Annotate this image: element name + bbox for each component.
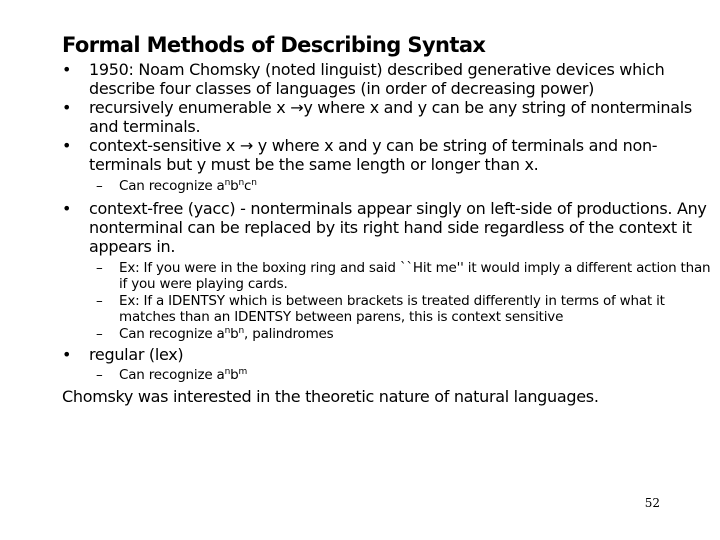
- bullet-marker: •: [62, 198, 72, 218]
- bullet-text: context-sensitive x → y where x and y can be string of terminals and non-terminals but y must be the same length or longer than x.: [89, 136, 658, 174]
- bullet-text: context-free (yacc) - nonterminals appear singly on left-side of productions. Any nonterminal can be replaced by its right hand side regardless of the context it appears in.: [89, 198, 707, 256]
- bullet-marker: •: [62, 98, 72, 117]
- bullet-text: 1950: Noam Chomsky (noted linguist) described generative devices which describe four classes of languages (in order of decreasing power): [89, 60, 665, 98]
- slide-title: Formal Methods of Describing Syntax: [62, 33, 486, 57]
- sub-bullet-text: Can recognize $a^nb^m$: [119, 367, 248, 383]
- dash-marker: –: [96, 367, 103, 383]
- bullet-marker: •: [62, 345, 72, 364]
- bullet-regular: [62, 345, 712, 364]
- bullet-context-free: [62, 199, 712, 256]
- bullet-recursively-enumerable: [62, 98, 712, 136]
- bullet-text: regular (lex): [89, 345, 184, 364]
- sub-bullet-boxing: [62, 260, 712, 293]
- dash-marker: –: [96, 259, 103, 276]
- sub-bullet-text: Ex: If you were in the boxing ring and said ``Hit me'' it would imply a different action than if you were playing cards.: [119, 259, 711, 292]
- sub-bullet-anbncn: [62, 178, 712, 195]
- bullet-marker: •: [62, 60, 72, 79]
- sub-bullet-anbn: [62, 326, 712, 343]
- arrow-symbol: →: [239, 136, 253, 155]
- sub-bullet-text: Can recognize $a^nb^nc^n$: [119, 178, 257, 194]
- sub-bullet-anbm: [62, 367, 712, 384]
- bullet-marker: •: [62, 136, 72, 155]
- sub-bullet-text: Can recognize $a^nb^n$, palindromes: [119, 325, 334, 342]
- dash-marker: –: [96, 292, 103, 309]
- dash-marker: –: [96, 178, 103, 194]
- dash-marker: –: [96, 325, 103, 342]
- sub-bullet-identsy: [62, 293, 712, 326]
- closing-statement: Chomsky was interested in the theoretic nature of natural languages.: [62, 386, 599, 406]
- bullet-chomsky-1950: [62, 60, 712, 98]
- sub-bullet-text: Ex: If a IDENTSY which is between brackets is treated differently in terms of what it matches than an IDENTSY between parens, this is context sensitive: [119, 292, 665, 325]
- bullet-text: recursively enumerable x →y where x and y can be any string of nonterminals and terminals.: [89, 98, 692, 136]
- arrow-symbol: →: [290, 98, 304, 117]
- slide-content: [62, 60, 712, 406]
- page-number: 52: [644, 496, 660, 510]
- bullet-context-sensitive: [62, 136, 712, 174]
